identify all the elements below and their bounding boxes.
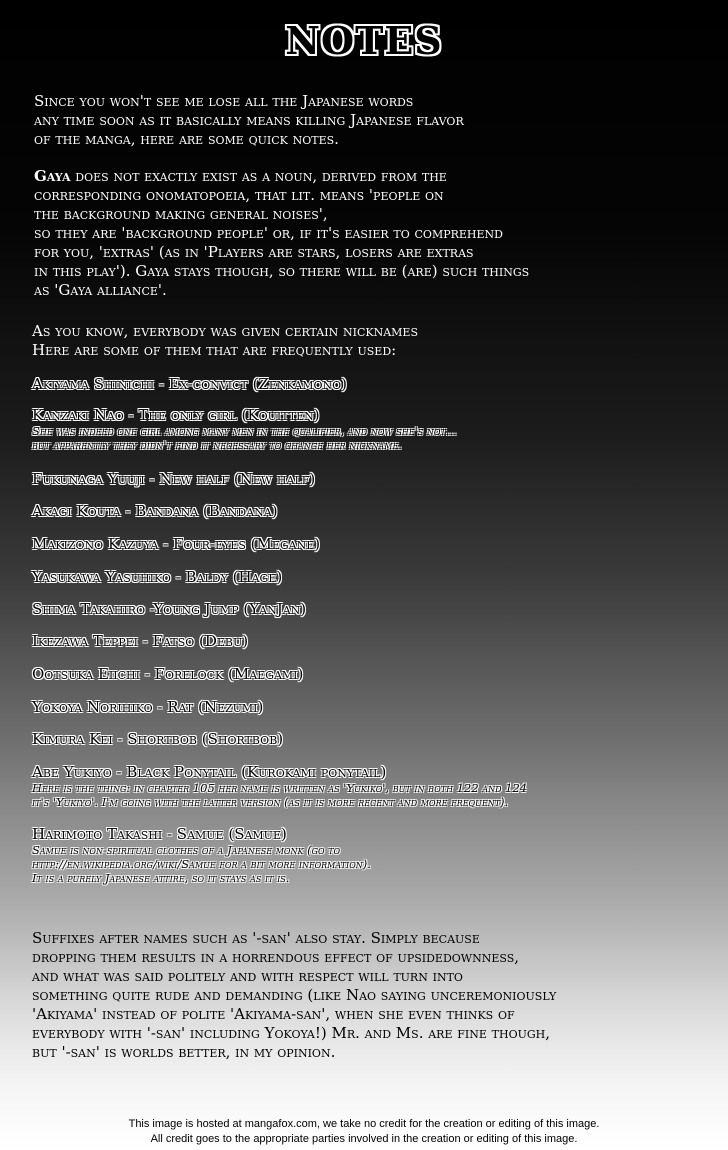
nickname-akiyama: Akiyama Shinichi - Ex-convict (Zenkamono): [32, 375, 348, 393]
nickname-abe: Abe Yukiyo - Black Ponytail (Kurokami ponytail): [32, 763, 387, 781]
gaya-text: does not exactly exist as a noun, derived from the corresponding onomatopoeia, that lit. means 'people on the background making general noises', so they are 'background people' or, if it's easier to comprehend for you, 'extras' (as in 'Players are stars, losers are extras in this play'). Gaya stays though, so there will be (are) such things as 'Gaya alliance'.: [34, 167, 530, 299]
suffixes-paragraph: Suffixes after names such as '-san' also stay. Simply because dropping them results in a horrendous effect of upsidedownness, and what was said politely and with respect will turn into something quite rude and demanding (like Nao saying unceremoniously 'Akiyama' instead of polite 'Akiyama-san', when she even thinks of everybody with '-san' including Yokoya!) Mr. and Ms. are fine though, but '-san' is worlds better, in my opinion.: [32, 929, 557, 1061]
disclaimer-line-1: This image is hosted at mangafox.com, we take no credit for the creation or editing of this image.: [128, 1118, 600, 1130]
nickname-yasukawa: Yasukawa Yasuhiko - Baldy (Hage): [32, 568, 283, 586]
nickname-kimura: Kimura Kei - Shortbob (Shortbob): [32, 730, 284, 748]
nickname-harimoto: Harimoto Takashi - Samue (Samue): [32, 825, 287, 843]
note-abe: Here is the thing: in chapter 105 her name is written as 'Yukiko', but in both 122 and 124 it's 'Yukiyo'. I'm going with the latter version (as it is more recent and more frequent).: [32, 781, 528, 809]
nickname-fukunaga: Fukunaga Yuuji - New half (New half): [32, 470, 316, 488]
nickname-shima: Shima Takahiro -Young Jump (YanJan): [32, 600, 307, 618]
nickname-akagi: Akagi Kouta - Bandana (Bandana): [32, 502, 278, 520]
note-kanzaki: She was indeed one girl among many men in the qualifier, and now she's not... but apparently they didn't find it necessary to change her nickname.: [32, 424, 457, 452]
nickname-makizono: Makizono Kazuya - Four-eyes (Megane): [32, 535, 321, 553]
gaya-paragraph: [34, 167, 708, 300]
hosting-disclaimer: [0, 1117, 728, 1147]
nickname-yokoya: Yokoya Norihiko - Rat (Nezumi): [32, 698, 264, 716]
disclaimer-line-2: All credit goes to the appropriate parties involved in the creation or editing of this image.: [150, 1133, 578, 1145]
note-harimoto: Samue is non-spiritual clothes of a Japanese monk (go to http://en.wikipedia.org/wiki/Samue for a bit more information). It is a purely Japanese attire, so it stays as it is.: [32, 843, 371, 885]
nickname-intro: As you know, everybody was given certain nicknames Here are some of them that are frequently used:: [32, 322, 418, 359]
nickname-ootsuka: Ootsuka Eiichi - Forelock (Maegami): [32, 665, 304, 683]
page-title: NOTES: [285, 18, 443, 63]
gaya-term: Gaya: [34, 167, 71, 185]
intro-paragraph: Since you won't see me lose all the Japanese words any time soon as it basically means killing Japanese flavor of the manga, here are some quick notes.: [34, 92, 464, 148]
nickname-ikezawa: Ikezawa Teppei - Fatso (Debu): [32, 632, 249, 650]
nickname-kanzaki: Kanzaki Nao - The only girl (Kouitten): [32, 406, 320, 424]
